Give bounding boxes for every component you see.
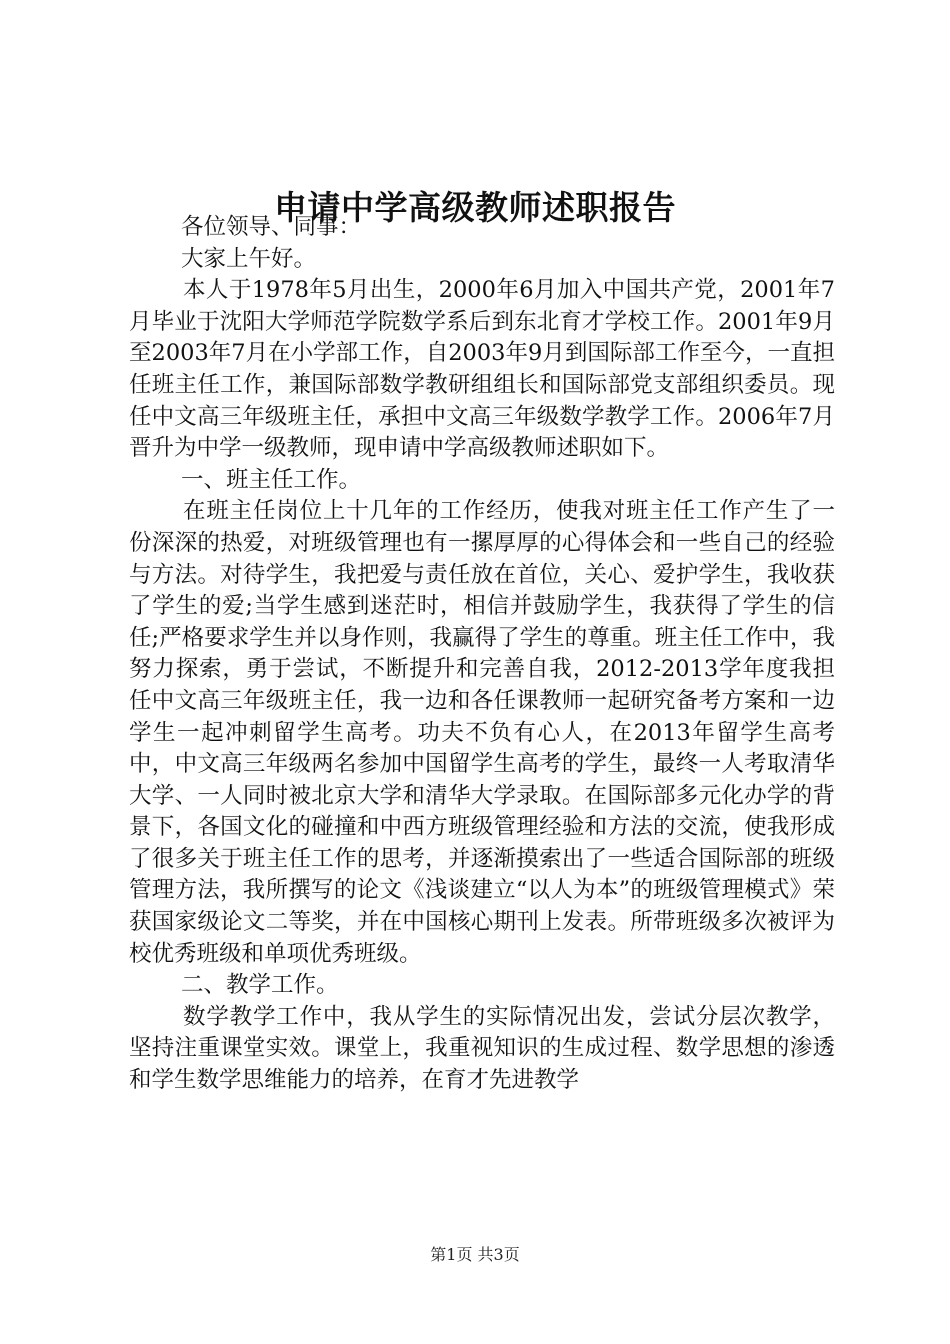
salutation: 各位领导、同事： <box>181 214 362 240</box>
page-footer: 第1页 共3页 <box>430 1245 520 1264</box>
document-body <box>129 212 835 1097</box>
greeting: 大家上午好。 <box>181 245 317 272</box>
section-heading-teaching: 二、教学工作。 <box>181 972 339 999</box>
paragraph-teaching: 数学教学工作中，我从学生的实际情况出发，尝试分层次教学，坚持注重课堂实效。课堂上，我重视知识的生成过程、数学思想的渗透和学生数学思维能力的培养，在育才先进教学 <box>129 1003 835 1094</box>
document-title: 申请中学高级教师述职报告 <box>274 188 676 227</box>
paragraph-head-teacher: 在班主任岗位上十几年的工作经历，使我对班主任工作产生了一份深深的热爱，对班级管理也有一摞厚厚的心得体会和一些自己的经验与方法。对待学生，我把爱与责任放在首位，关心、爱护学生，我收获了学生的爱;当学生感到迷茫时，相信并鼓励学生，我获得了学生的信任;严格要求学生并以身作则，我赢得了学生的尊重。班主任工作中，我努力探索，勇于尝试，不断提升和完善自我，2012-2013学年度我担任中文高三年级班主任，我一边和各任课教师一起研究备考方案和一边学生一起冲刺留学生高考。功夫不负有心人，在2013年留学生高考中，中文高三年级两名参加中国留学生高考的学生，最终一人考取清华大学、一人同时被北京大学和清华大学录取。在国际部多元化办学的背景下，各国文化的碰撞和中西方班级管理经验和方法的交流，使我形成了很多关于班主任工作的思考，并逐渐摸索出了一些适合国际部的班级管理方法，我所撰写的论文《浅谈建立“以人为本”的班级管理模式》荣获国家级论文二等奖，并在中国核心期刊上发表。所带班级多次被评为校优秀班级和单项优秀班级。 <box>129 498 835 967</box>
section-heading-head-teacher: 一、班主任工作。 <box>181 466 362 493</box>
paragraph-intro: 本人于1978年5月出生，2000年6月加入中国共产党，2001年7月毕业于沈阳大学师范学院数学系后到东北育才学校工作。2001年9月至2003年7月在小学部工作，自2003年9月到国际部工作至今，一直担任班主任工作，兼国际部数学教研组组长和国际部党支部组织委员。现任中文高三年级班主任，承担中文高三年级数学教学工作。2006年7月晋升为中学一级教师，现申请中学高级教师述职如下。 <box>129 277 835 462</box>
